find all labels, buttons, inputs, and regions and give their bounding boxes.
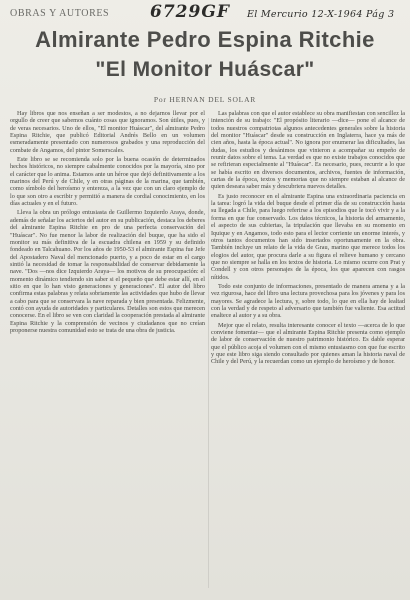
handwritten-code: 6729GF xyxy=(150,2,230,22)
paragraph: Todo este conjunto de informaciones, presentado de manera amena y a la vez rigurosa, hace del libro una lectura provechosa para los jóvenes y para los mayores. Se agradece la lectura, y, sobre todo, lo que en ella hay de lealtad con la verdad y de respeto al adversario que también fue valiente. Esa actitud enaltece al autor y a su obra. xyxy=(211,282,405,320)
column-divider xyxy=(208,118,209,588)
paragraph: Lleva la obra un prólogo entusiasta de Guillermo Izquierdo Araya, donde, además de señalar los aciertos del autor en su publicación, destaca los deberes del almirante Espina Ritchie en pro de una perfecta conservación del "Huáscar". No fue menor la labor de realización del buque, que ha sido el monitor su más definitiva de la escuadra chilena en 1959 y su definido fondeado en Talcahuano. Por los años de 1950-53 el almirante Espina fue Jefe del Apostadero Naval del mencionado puerto, y a poco de estar en el cargo sintió la necesidad de tomar la responsabilidad de conservar debidamente la nave. "Dos —nos dice Izquierdo Araya— los motivos de su preocupación: el momento dinámico tendiendo sin saber si el pequeño que debe estar allí, en el sitio en que lo han visto generaciones y generaciones". El autor del libro confirma estas palabras y relata sobriamente las actividades que hubo de llevar a cabo para que se conservara la nave reparada y bien presentada. Felizmente, contó con ayuda de autoridades y particulares. Detalles son estos que merecen conocerse. En el libro se ven con claridad la cooperación prestada al almirante Espina Ritchie y la comprensión de vecinos y ciudadanos que no creían proponerse nuestra comunidad esto se trata de una obra de justicia. xyxy=(10,209,205,334)
paragraph: Hay libros que nos enseñan a ser modestos, a no dejarnos llevar por el orgullo de creer que sabemos cuánto cosas que ignoramos. Son útiles, pues, y de veras necesarios. Uno de ellos, "El monitor Huáscar", del almirante Pedro Espina Ritchie, que publicó Editorial Andrés Bello en un volumen esmeradamente presentado con numerosos grabados y una reproducción del combate de Angamos, del pintor Somerscales. xyxy=(10,110,205,154)
paragraph: Mejor que el relato, resulta interesante conocer el texto —acerca de lo que conviene fomentar— que el almirante Espina Ritchie presenta como ejemplo de labor de conservación de nuestro patrimonio histórico. Es dable esperar que el público acoja el volumen con el mismo entusiasmo con que fue escrito y que este libro siga siendo consultado por quienes aman la historia naval de Chile y del Perú, y la recuerdan como un ejemplo de heroísmo y de honor. xyxy=(211,321,405,366)
article-column-right xyxy=(211,110,405,594)
byline: Por HERNAN DEL SOLAR xyxy=(153,95,257,104)
paragraph: Es justo reconocer en el almirante Espina una extraordinaria paciencia en la tarea: logró la vida del buque desde el primer día de su construcción hasta su llegada a Chile, para luego referirse a los episodios que le tocó vivir y a la forma en que fue conservado. Los datos técnicos, la historia del armamento, el aspecto de sus cubiertas, la tripulación que llevaba en su momento en Iquique y en Angamos, todo esto para el lector corriente un enorme interés, y otros tantos documentos han sido insertados oportunamente en la obra. También incluye un relato de la vida de Grau, marino que merece todos los elogios del autor, que procura darle a su figura el relieve humano y cercano que no siempre se halla en los textos de historia. Lo mismo ocurre con Prat y Condell y con otros personajes de la época, los que aparecen con rasgos nítidos. xyxy=(211,192,405,281)
article-subtitle: "El Monitor Huáscar" xyxy=(95,58,315,81)
handwritten-source-note: El Mercurio 12-X-1964 Pág 3 xyxy=(247,9,395,20)
article-column-left xyxy=(10,110,205,594)
section-heading: OBRAS Y AUTORES xyxy=(10,8,110,19)
paragraph: Este libro se se recomienda solo por la buena ocasión de determinados hechos históricos, no siempre cabalmente conocidos por la mayoría, sino por el carácter que lo anima. Estamos ante un héroe que dejó definitivamente a los marinos del Perú y de Chile, y en otras páginas de la marina, que también, como símbolo del heroísmo y entereza, a la vez que con un claro ejemplo de lo que son otro a escribir y permitió a manera de cordial conocimiento, en los días actuales y en el futuro. xyxy=(10,156,205,208)
paragraph: Las palabras con que el autor establece su obra manifiestan con sencillez la intención de su trabajo: "El propósito literario —dice— pone el alcance de todos nuestros compatriotas algunos antecedentes generales sobre la historia del monitor "Huáscar" desde su construcción en Inglaterra, hace ya más de cien años, hasta la época actual". No ignora por enumerar las dificultades, las dudas, los estudios y desánimos que vinieron a acompañar su empeño de reunir datos sobre el tema. La verdad es que no existe trabajos conocidos que se refirieran especialmente al "Huáscar". Es necesario, pues, recurrir a lo que se había escrito en diversos documentos, archivos, fuentes de información, cartas de la época, textos y memorias que no siempre estaban al alcance de quien deseara saber más y descubriera nuevos detalles. xyxy=(211,110,405,191)
handwritten-annotation xyxy=(150,2,408,24)
article-title: Almirante Pedro Espina Ritchie xyxy=(35,27,375,52)
